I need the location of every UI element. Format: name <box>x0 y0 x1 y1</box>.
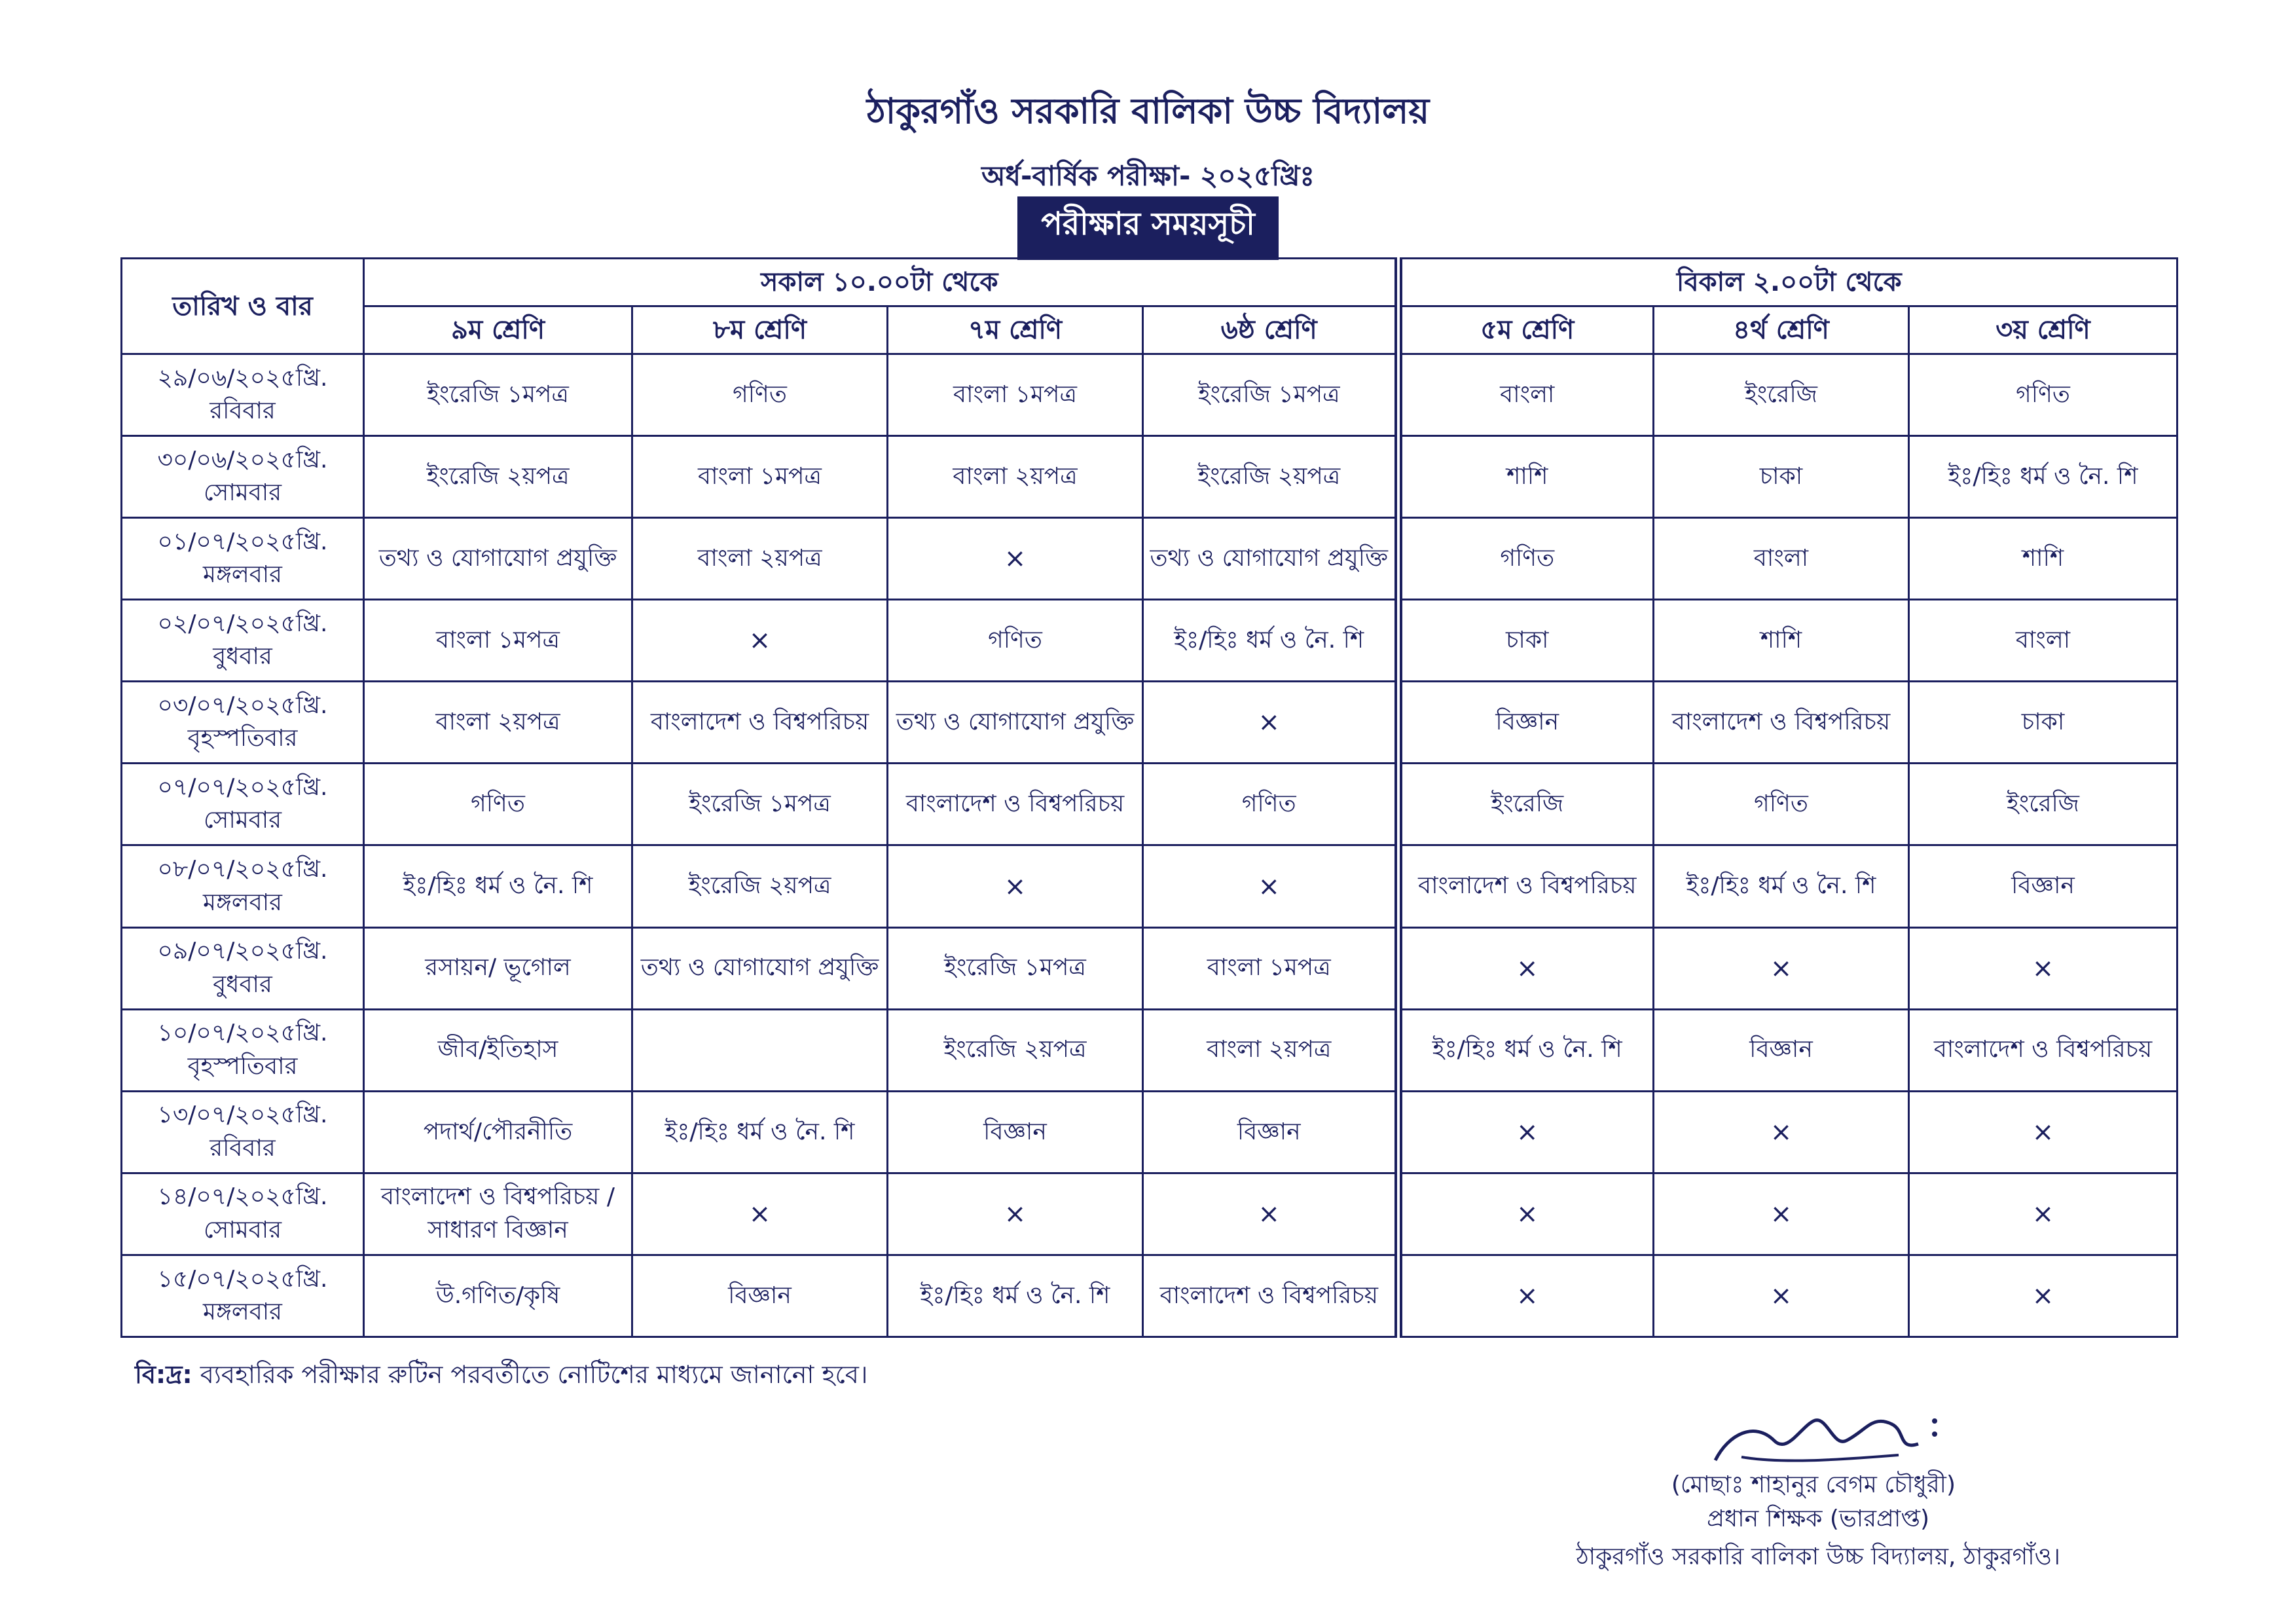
no-exam-cell: × <box>1654 1091 1909 1173</box>
class-header: ৩য় শ্রেণি <box>1909 306 2178 354</box>
no-exam-cell: × <box>632 600 888 682</box>
subject-cell: ইঃ/হিঃ ধর্ম ও নৈ. শি <box>1654 845 1909 927</box>
no-exam-cell: × <box>1398 1091 1654 1173</box>
date-cell <box>122 518 364 600</box>
exam-day: মঙ্গলবার <box>203 889 282 916</box>
subject-cell: গণিত <box>888 600 1143 682</box>
no-exam-cell: × <box>1909 1173 2178 1255</box>
no-exam-cell: × <box>1909 927 2178 1009</box>
subject-cell: শাশি <box>1398 436 1654 518</box>
subject-cell: গণিত <box>1654 764 1909 845</box>
subject-cell: উ.গণিত/কৃষি <box>364 1255 632 1337</box>
subject-cell: চাকা <box>1398 600 1654 682</box>
exam-date: ৩০/০৬/২০২৫খ্রি. <box>157 446 328 473</box>
table-row <box>122 764 2178 845</box>
date-cell <box>122 927 364 1009</box>
subject-cell: বিজ্ঞান <box>1654 1009 1909 1091</box>
table-row <box>122 845 2178 927</box>
exam-day: বুধবার <box>213 970 272 998</box>
exam-day: বুধবার <box>213 643 272 671</box>
exam-day: মঙ্গলবার <box>203 561 282 589</box>
subject-cell: বাংলাদেশ ও বিশ্বপরিচয় <box>1909 1009 2178 1091</box>
subject-cell: চাকা <box>1909 682 2178 764</box>
signatory-name: (মোছাঃ শাহানুর বেগম চৌধুরী) <box>1671 1471 1956 1498</box>
subject-cell: বাংলা ২য়পত্র <box>632 518 888 600</box>
subject-cell: গণিত <box>632 354 888 436</box>
date-cell <box>122 1009 364 1091</box>
table-row <box>122 927 2178 1009</box>
exam-date: ১০/০৭/২০২৫খ্রি. <box>157 1020 328 1047</box>
signatory-school: ঠাকুরগাঁও সরকারি বালিকা উচ্চ বিদ্যালয়, ঠাকুরগাঁও। <box>1576 1543 2060 1570</box>
date-cell <box>122 600 364 682</box>
subject-cell: বাংলাদেশ ও বিশ্বপরিচয় <box>1398 845 1654 927</box>
subject-cell: বাংলা ১মপত্র <box>364 600 632 682</box>
subject-cell: বাংলা ১মপত্র <box>632 436 888 518</box>
subject-cell: ইংরেজি ২য়পত্র <box>888 1009 1143 1091</box>
subject-cell: ইংরেজি ১মপত্র <box>888 927 1143 1009</box>
exam-date: ১৪/০৭/২০২৫খ্রি. <box>157 1183 328 1211</box>
exam-date: ০১/০৭/২০২৫খ্রি. <box>157 528 328 555</box>
subject-cell <box>632 1009 888 1091</box>
morning-session-header: সকাল ১০.০০টা থেকে <box>364 259 1398 306</box>
subject-cell: বিজ্ঞান <box>1398 682 1654 764</box>
exam-date: ০৯/০৭/২০২৫খ্রি. <box>157 938 328 965</box>
subject-cell: বাংলা ২য়পত্র <box>1143 1009 1398 1091</box>
date-cell <box>122 1173 364 1255</box>
no-exam-cell: × <box>1654 1173 1909 1255</box>
class-header: ৭ম শ্রেণি <box>888 306 1143 354</box>
exam-date: ১৫/০৭/২০২৫খ্রি. <box>157 1265 328 1293</box>
exam-date: ০২/০৭/২০২৫খ্রি. <box>157 610 328 637</box>
exam-date: ০৭/০৭/২০২৫খ্রি. <box>157 774 328 802</box>
subject-cell: বাংলা ২য়পত্র <box>364 682 632 764</box>
subject-cell: ইংরেজি ১মপত্র <box>364 354 632 436</box>
no-exam-cell: × <box>1654 1255 1909 1337</box>
subject-cell: ইংরেজি ১মপত্র <box>632 764 888 845</box>
exam-routine-table <box>120 257 2178 1338</box>
no-exam-cell: × <box>1909 1255 2178 1337</box>
subject-cell: গণিত <box>1398 518 1654 600</box>
subject-cell: শাশি <box>1909 518 2178 600</box>
subject-cell: ইংরেজি ১মপত্র <box>1143 354 1398 436</box>
date-cell <box>122 1255 364 1337</box>
school-name: ঠাকুরগাঁও সরকারি বালিকা উচ্চ বিদ্যালয় <box>866 90 1430 132</box>
no-exam-cell: × <box>1143 1173 1398 1255</box>
subject-cell: ইংরেজি <box>1398 764 1654 845</box>
note-text: ব্যবহারিক পরীক্ষার রুটিন পরবর্তীতে নোটিশের মাধ্যমে জানানো হবে। <box>192 1360 868 1389</box>
subject-cell: বিজ্ঞান <box>1143 1091 1398 1173</box>
subject-cell: বিজ্ঞান <box>632 1255 888 1337</box>
subject-cell: বাংলাদেশ ও বিশ্বপরিচয় <box>1143 1255 1398 1337</box>
no-exam-cell: × <box>1909 1091 2178 1173</box>
subject-cell: তথ্য ও যোগাযোগ প্রযুক্তি <box>632 927 888 1009</box>
subject-cell: বাংলা ১মপত্র <box>1143 927 1398 1009</box>
signatory-title: প্রধান শিক্ষক (ভারপ্রাপ্ত) <box>1707 1505 1929 1532</box>
exam-date: ০৮/০৭/২০২৫খ্রি. <box>157 856 328 883</box>
class-header: ৯ম শ্রেণি <box>364 306 632 354</box>
exam-day: সোমবার <box>203 479 282 507</box>
class-header: ৫ম শ্রেণি <box>1398 306 1654 354</box>
subject-cell: বিজ্ঞান <box>888 1091 1143 1173</box>
note-label: বি:দ্র: <box>135 1360 192 1389</box>
date-cell <box>122 436 364 518</box>
date-cell <box>122 354 364 436</box>
subject-cell: বাংলা <box>1909 600 2178 682</box>
subject-cell: ইঃ/হিঃ ধর্ম ও নৈ. শি <box>1909 436 2178 518</box>
table-row <box>122 436 2178 518</box>
exam-date: ১৩/০৭/২০২৫খ্রি. <box>157 1101 328 1129</box>
subject-cell: ইঃ/হিঃ ধর্ম ও নৈ. শি <box>364 845 632 927</box>
subject-cell: ইঃ/হিঃ ধর্ম ও নৈ. শি <box>1143 600 1398 682</box>
no-exam-cell: × <box>1398 927 1654 1009</box>
date-cell <box>122 764 364 845</box>
table-row <box>122 1009 2178 1091</box>
no-exam-cell: × <box>1654 927 1909 1009</box>
subject-cell: তথ্য ও যোগাযোগ প্রযুক্তি <box>364 518 632 600</box>
subject-cell: ইংরেজি ২য়পত্র <box>632 845 888 927</box>
schedule-badge-wrap <box>0 196 2296 260</box>
schedule-badge: পরীক্ষার সময়সূচী <box>1017 196 1279 260</box>
table-row <box>122 682 2178 764</box>
subject-cell: ইংরেজি ২য়পত্র <box>1143 436 1398 518</box>
date-cell <box>122 845 364 927</box>
subject-cell: চাকা <box>1654 436 1909 518</box>
subject-cell: বাংলা ১মপত্র <box>888 354 1143 436</box>
subject-cell: গণিত <box>364 764 632 845</box>
subject-cell: বাংলা <box>1654 518 1909 600</box>
exam-day: বৃহস্পতিবার <box>187 1052 298 1080</box>
subject-cell: জীব/ইতিহাস <box>364 1009 632 1091</box>
class-header: ৪র্থ শ্রেণি <box>1654 306 1909 354</box>
subject-cell: বাংলাদেশ ও বিশ্বপরিচয় <box>888 764 1143 845</box>
table-row <box>122 1255 2178 1337</box>
table-row <box>122 518 2178 600</box>
exam-title: অর্ধ-বার্ষিক পরীক্ষা- ২০২৫খ্রিঃ <box>981 160 1315 192</box>
subject-cell: বিজ্ঞান <box>1909 845 2178 927</box>
subject-cell: ইংরেজি ২য়পত্র <box>364 436 632 518</box>
date-cell <box>122 1091 364 1173</box>
routine-body <box>122 354 2178 1337</box>
subject-cell: ইংরেজি <box>1654 354 1909 436</box>
subject-cell: ইঃ/হিঃ ধর্ম ও নৈ. শি <box>632 1091 888 1173</box>
exam-day: মঙ্গলবার <box>203 1298 282 1325</box>
note <box>135 1356 867 1397</box>
exam-day: সোমবার <box>203 807 282 834</box>
date-day-header: তারিখ ও বার <box>122 259 364 354</box>
subject-cell: বাংলা ২য়পত্র <box>888 436 1143 518</box>
subject-cell: তথ্য ও যোগাযোগ প্রযুক্তি <box>1143 518 1398 600</box>
subject-cell: বাংলাদেশ ও বিশ্বপরিচয় <box>632 682 888 764</box>
subject-cell: রসায়ন/ ভূগোল <box>364 927 632 1009</box>
table-row <box>122 354 2178 436</box>
exam-day: রবিবার <box>210 1134 276 1162</box>
subject-cell: গণিত <box>1909 354 2178 436</box>
class-header: ৬ষ্ঠ শ্রেণি <box>1143 306 1398 354</box>
class-header: ৮ম শ্রেণি <box>632 306 888 354</box>
exam-day: বৃহস্পতিবার <box>187 725 298 752</box>
exam-date: ২৯/০৬/২০২৫খ্রি. <box>157 364 328 392</box>
no-exam-cell: × <box>1398 1255 1654 1337</box>
subject-cell: ইংরেজি <box>1909 764 2178 845</box>
afternoon-session-header: বিকাল ২.০০টা থেকে <box>1398 259 2178 306</box>
no-exam-cell: × <box>1143 682 1398 764</box>
subject-cell: ইঃ/হিঃ ধর্ম ও নৈ. শি <box>888 1255 1143 1337</box>
no-exam-cell: × <box>888 1173 1143 1255</box>
no-exam-cell: × <box>888 518 1143 600</box>
subject-cell: তথ্য ও যোগাযোগ প্রযুক্তি <box>888 682 1143 764</box>
no-exam-cell: × <box>1398 1173 1654 1255</box>
subject-cell: শাশি <box>1654 600 1909 682</box>
subject-cell: বাংলাদেশ ও বিশ্বপরিচয় <box>1654 682 1909 764</box>
table-row <box>122 1173 2178 1255</box>
no-exam-cell: × <box>1143 845 1398 927</box>
exam-day: সোমবার <box>203 1216 282 1244</box>
subject-cell: ইঃ/হিঃ ধর্ম ও নৈ. শি <box>1398 1009 1654 1091</box>
table-row <box>122 1091 2178 1173</box>
date-cell <box>122 682 364 764</box>
subject-cell: বাংলা <box>1398 354 1654 436</box>
subject-cell: বাংলাদেশ ও বিশ্বপরিচয় / সাধারণ বিজ্ঞান <box>364 1173 632 1255</box>
subject-cell: গণিত <box>1143 764 1398 845</box>
no-exam-cell: × <box>632 1173 888 1255</box>
no-exam-cell: × <box>888 845 1143 927</box>
subject-cell: পদার্থ/পৌরনীতি <box>364 1091 632 1173</box>
exam-date: ০৩/০৭/২০২৫খ্রি. <box>157 692 328 719</box>
table-row <box>122 600 2178 682</box>
exam-day: রবিবার <box>210 397 276 425</box>
